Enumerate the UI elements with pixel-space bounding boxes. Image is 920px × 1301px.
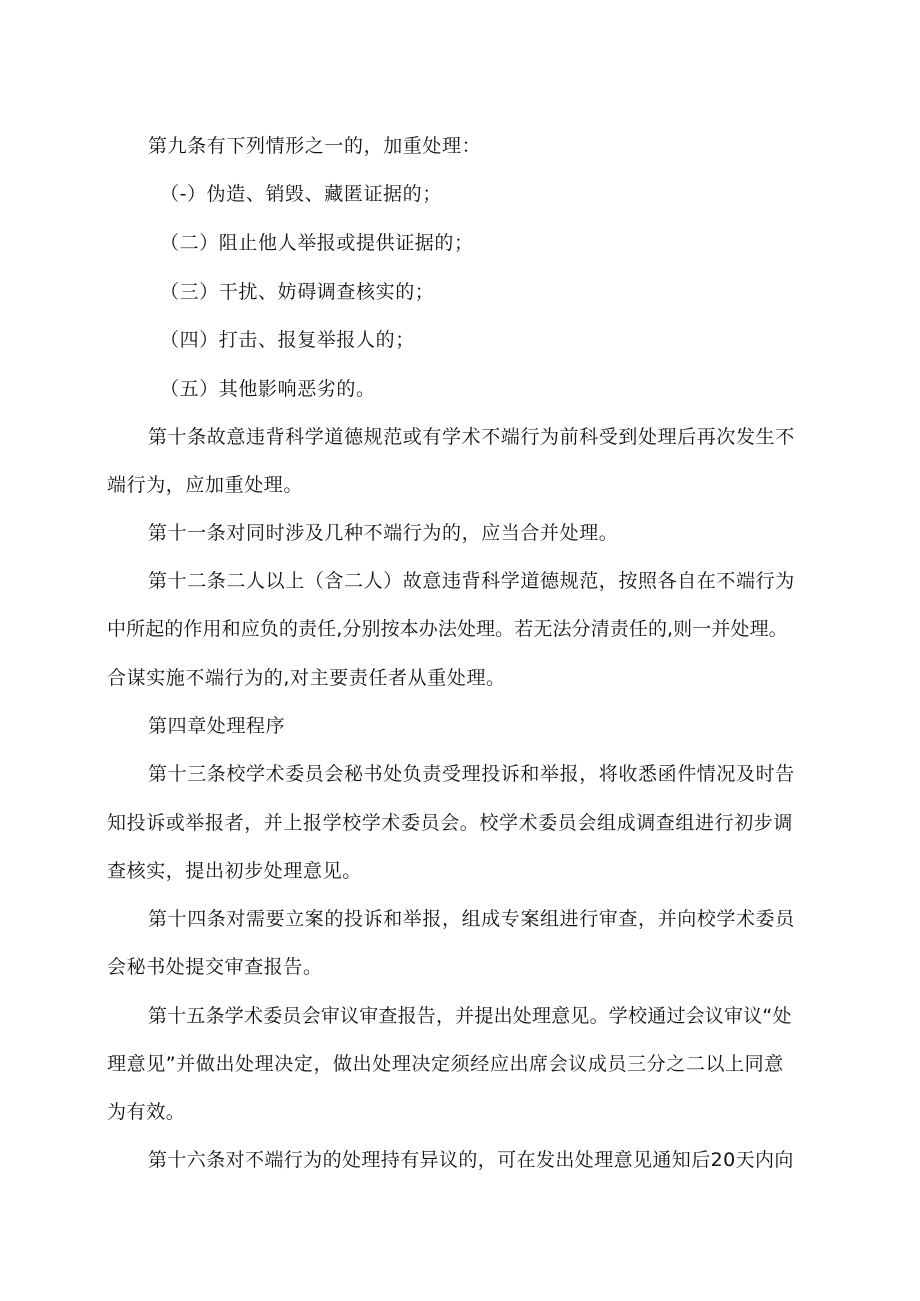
article-15-line-1: 第十五条学术委员会审议审查报告，并提出处理意见。学校通过会议审议“处 bbox=[148, 1005, 792, 1027]
article-9-item-2: （二）阻止他人举报或提供证据的； bbox=[160, 232, 474, 254]
article-15-line-3: 为有效。 bbox=[107, 1101, 186, 1123]
article-10-line-1: 第十条故意违背科学道德规范或有学术不端行为前科受到处理后再次发生不 bbox=[148, 426, 795, 448]
article-14-line-2: 会秘书处提交审查报告。 bbox=[107, 956, 323, 978]
article-13-line-2: 知投诉或举报者，并上报学校学术委员会。校学术委员会组成调查组进行初步调 bbox=[107, 812, 794, 834]
article-16-line-1: 第十六条对不端行为的处理持有异议的，可在发出处理意见通知后20天内向 bbox=[148, 1149, 794, 1171]
article-12-line-3: 合谋实施不端行为的,对主要责任者从重处理。 bbox=[107, 667, 506, 689]
article-14-line-1: 第十四条对需要立案的投诉和举报，组成专案组进行审查，并向校学术委员 bbox=[148, 908, 795, 930]
article-15-line-2: 理意见”并做出处理决定，做出处理决定须经应出席会议成员三分之二以上同意 bbox=[107, 1053, 784, 1075]
article-10-line-2: 端行为，应加重处理。 bbox=[107, 474, 304, 496]
article-9-item-4: （四）打击、报复举报人的； bbox=[160, 329, 415, 351]
chapter-4-heading: 第四章处理程序 bbox=[148, 715, 286, 737]
article-12-line-2: 中所起的作用和应负的责任,分别按本办法处理。若无法分清责任的,则一并处理。 bbox=[107, 618, 788, 640]
article-9-heading: 第九条有下列情形之一的，加重处理： bbox=[148, 135, 482, 157]
article-9-item-3: （三）干扰、妨碍调查核实的； bbox=[160, 281, 435, 303]
article-11: 第十一条对同时涉及几种不端行为的，应当合并处理。 bbox=[148, 522, 619, 544]
article-13-line-3: 查核实，提出初步处理意见。 bbox=[107, 860, 362, 882]
article-12-line-1: 第十二条二人以上（含二人）故意违背科学道德规范，按照各自在不端行为 bbox=[148, 570, 795, 592]
article-9-item-1: （-）伪造、销毁、藏匿证据的； bbox=[160, 183, 442, 205]
article-13-line-1: 第十三条校学术委员会秘书处负责受理投诉和举报，将收悉函件情况及时告 bbox=[148, 763, 795, 785]
article-9-item-5: （五）其他影响恶劣的。 bbox=[160, 378, 376, 400]
